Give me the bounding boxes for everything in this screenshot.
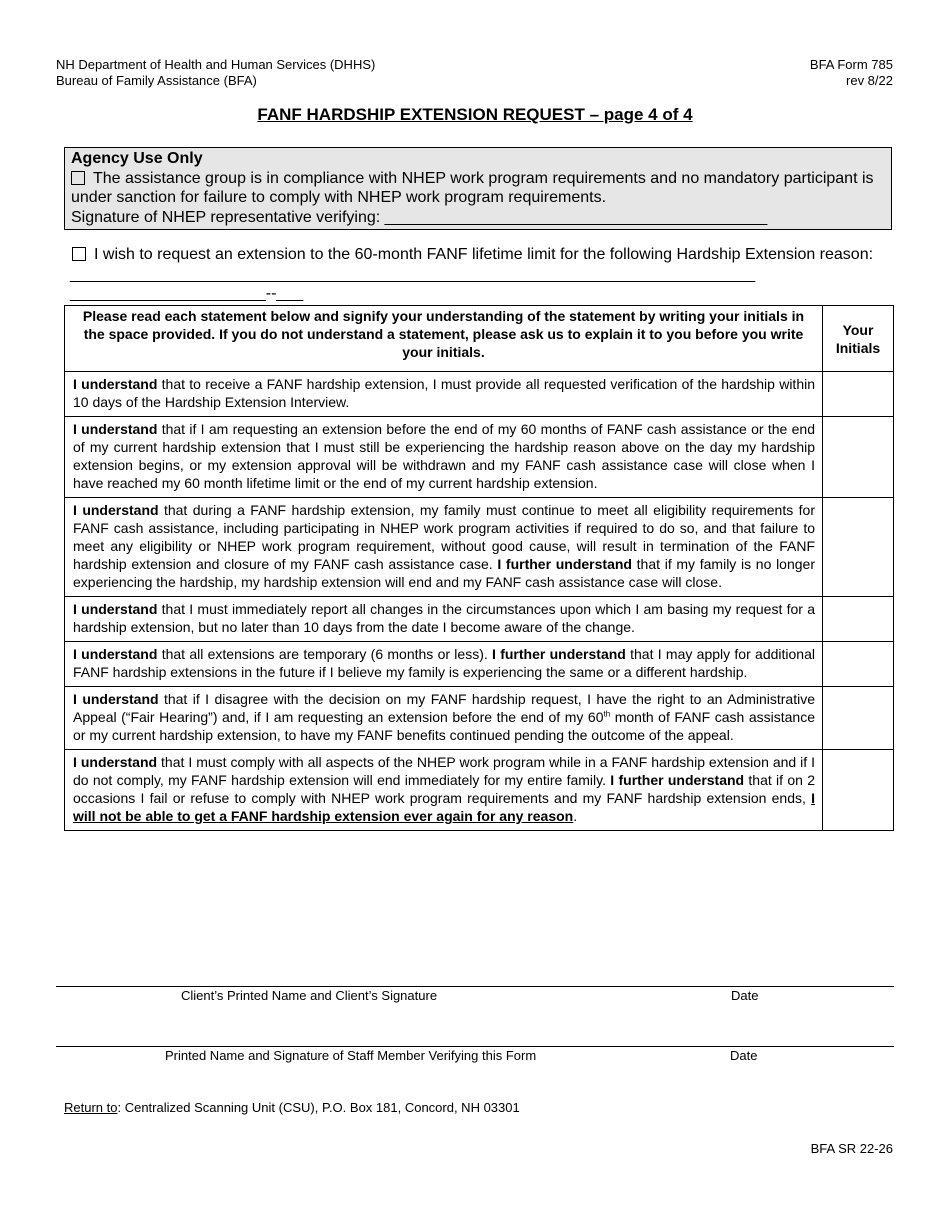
- client-date-label: Date: [731, 988, 759, 1003]
- statement-text: I understand that if I disagree with the decision on my FANF hardship request, I have the right to an Administrative Appeal (“Fair Hearing”) and, if I am requesting an extension before the end of my 60th month of FANF cash assistance or my current hardship extension, to have my FANF benefits continued pending the outcome of the appeal.: [65, 687, 823, 750]
- extension-request-row: [70, 245, 894, 304]
- statement-text: I understand that to receive a FANF hardship extension, I must provide all requested verification of the hardship within 10 days of the Hardship Extension Interview.: [65, 372, 823, 417]
- nhep-signature-line[interactable]: Signature of NHEP representative verifying: ___________________________________________: [71, 208, 768, 226]
- statement-row: [65, 372, 894, 417]
- return-to-label: Return to: [64, 1100, 118, 1115]
- agency-heading: Agency Use Only: [71, 150, 203, 167]
- statement-row: [65, 687, 894, 750]
- initials-field[interactable]: [823, 750, 894, 831]
- dept-name: NH Department of Health and Human Services (DHHS): [56, 57, 376, 72]
- agency-use-box: [64, 147, 892, 230]
- instructions-cell: Please read each statement below and signify your understanding of the statement by writing your initials in the space provided. If you do not understand a statement, please ask us to explain it to you before you write your initials.: [65, 306, 823, 372]
- client-signature-label: Client’s Printed Name and Client’s Signature: [181, 988, 438, 1003]
- statements-table: [64, 305, 894, 831]
- compliance-text: The assistance group is in compliance with NHEP work program requirements and no mandatory participant is under sanction for failure to comply with NHEP work program requirements.: [71, 169, 874, 206]
- form-code: BFA SR 22-26: [810, 1141, 893, 1156]
- statement-row: [65, 417, 894, 498]
- return-to-address: : Centralized Scanning Unit (CSU), P.O. Box 181, Concord, NH 03301: [117, 1100, 520, 1115]
- agency-compliance-row: [71, 169, 885, 208]
- statement-row: [65, 750, 894, 831]
- header-form-info: [810, 57, 893, 88]
- initials-field[interactable]: [823, 642, 894, 687]
- bureau-name: Bureau of Family Assistance (BFA): [56, 72, 257, 88]
- initials-field[interactable]: [823, 372, 894, 417]
- client-signature-line[interactable]: [56, 986, 894, 987]
- initials-header: Your Initials: [823, 306, 894, 372]
- initials-field[interactable]: [823, 417, 894, 498]
- table-header-row: [65, 306, 894, 372]
- staff-date-label: Date: [730, 1048, 758, 1063]
- header-agency: [56, 57, 375, 88]
- extension-request-checkbox[interactable]: [72, 247, 86, 261]
- statement-text: I understand that I must comply with all aspects of the NHEP work program while in a FANF hardship extension and if I do not comply, my FANF hardship extension will end immediately for my entire family. I further understand that if on 2 occasions I fail or refuse to comply with NHEP work program requirements and my FANF hardship extension ends, I will not be able to get a FANF hardship extension ever again for any reason.: [65, 750, 823, 831]
- statement-text: I understand that if I am requesting an extension before the end of my 60 months of FANF cash assistance or the end of my current hardship extension that I must still be experiencing the hardship reason above on the day my hardship extension begins, or my extension approval will be withdrawn and my FANF cash assistance case will close when I have reached my 60 month lifetime limit or the end of my current hardship extension.: [65, 417, 823, 498]
- initials-field[interactable]: [823, 687, 894, 750]
- return-address: [64, 1100, 520, 1115]
- initials-field[interactable]: [823, 597, 894, 642]
- compliance-checkbox[interactable]: [71, 171, 85, 185]
- initials-field[interactable]: [823, 498, 894, 597]
- page-title: FANF HARDSHIP EXTENSION REQUEST – page 4 of 4: [257, 105, 693, 124]
- statement-text: I understand that all extensions are temporary (6 months or less). I further understand that I may apply for additional FANF hardship extensions in the future if I believe my family is experiencing the same or a different hardship.: [65, 642, 823, 687]
- statement-row: [65, 642, 894, 687]
- staff-signature-label: Printed Name and Signature of Staff Member Verifying this Form: [165, 1048, 537, 1063]
- form-revision: rev 8/22: [846, 72, 893, 88]
- staff-signature-line[interactable]: [56, 1046, 894, 1047]
- statement-row: [65, 597, 894, 642]
- statement-row: [65, 498, 894, 597]
- statement-text: I understand that during a FANF hardship extension, my family must continue to meet all eligibility requirements for FANF cash assistance, including participating in NHEP work program activities if required to do so, and that failure to meet any eligibility or NHEP work program requirement, without good cause, will result in termination of the FANF hardship extension and closure of my FANF cash assistance case. I further understand that if my family is no longer experiencing the hardship, my hardship extension will end and my FANF cash assistance case will close.: [65, 498, 823, 597]
- form-number: BFA Form 785: [809, 57, 893, 72]
- statement-text: I understand that I must immediately report all changes in the circumstances upon which I am basing my request for a hardship extension, but no later than 10 days from the date I become aware of the change.: [65, 597, 823, 642]
- extension-request-text[interactable]: I wish to request an extension to the 60-month FANF lifetime limit for the following Hardship Extension reason: _____________________________________________________________________________ ______________________--___: [70, 246, 874, 302]
